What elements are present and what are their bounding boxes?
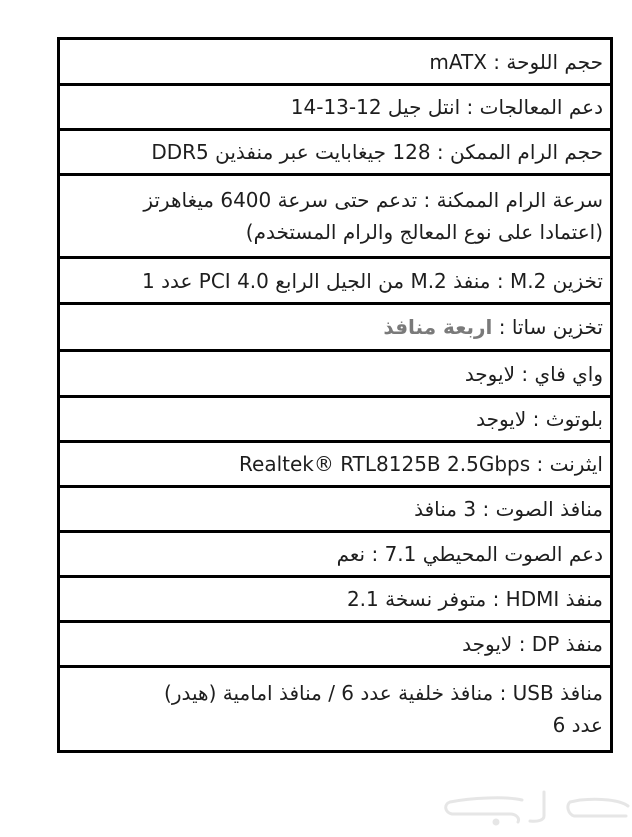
spec-separator: : [436, 140, 444, 164]
spec-label: دعم الصوت المحيطي 7.1 [384, 542, 603, 566]
spec-separator: : [492, 587, 500, 611]
spec-line [66, 46, 603, 78]
spec-separator: : [536, 452, 544, 476]
spec-line [66, 448, 603, 480]
spec-row [60, 259, 610, 305]
spec-row [60, 305, 610, 352]
spec-row [60, 668, 610, 750]
spec-separator: : [371, 542, 379, 566]
spec-separator: : [493, 49, 500, 74]
spec-line [66, 538, 603, 570]
spec-value: 128 جيغابايت عبر منفذين DDR5 [151, 140, 431, 164]
spec-value: منفذ M.2 من الجيل الرابع PCI 4.0 عدد 1 [141, 268, 491, 293]
spec-line [66, 403, 603, 435]
spec-line [66, 583, 603, 615]
spec-value: اربعة منافذ [383, 315, 493, 339]
spec-label: تخزين ساتا [511, 315, 603, 339]
spec-label: ايثرنت [549, 452, 603, 476]
spec-value: متوفر نسخة 2.1 [346, 587, 487, 611]
spec-value: لايوجد [464, 361, 515, 386]
spec-label: سرعة الرام الممكنة [436, 188, 603, 212]
spec-label: تخزين M.2 [509, 268, 603, 293]
spec-row [60, 40, 610, 86]
spec-separator: : [532, 407, 540, 431]
spec-line [66, 311, 603, 343]
spec-value: منافذ خلفية عدد 6 / منافذ امامية (هيدر) [164, 681, 494, 705]
spec-value-continuation: (اعتمادا على نوع المعالج والرام المستخدم) [245, 220, 603, 244]
spec-row [60, 533, 610, 578]
specifications-table [57, 37, 613, 753]
spec-separator: : [482, 497, 490, 521]
spec-label: منفذ DP [531, 632, 603, 656]
spec-separator: : [521, 361, 529, 386]
spec-line [66, 136, 603, 168]
spec-value-continuation: عدد 6 [552, 713, 603, 737]
spec-separator: : [496, 268, 504, 293]
haraj-watermark-logo [440, 788, 632, 828]
spec-line [66, 358, 603, 390]
spec-line [66, 628, 603, 660]
spec-label: حجم اللوحة [506, 49, 603, 74]
spec-row [60, 131, 610, 176]
spec-row [60, 352, 610, 398]
spec-label: حجم الرام الممكن [450, 140, 603, 164]
spec-label: منافذ الصوت [495, 497, 603, 521]
spec-label: منافذ USB [512, 681, 603, 705]
spec-row [60, 488, 610, 533]
spec-value: 3 منافذ [414, 497, 477, 521]
spec-label: دعم المعالجات [479, 95, 603, 119]
spec-row [60, 443, 610, 488]
spec-row [60, 86, 610, 131]
spec-label: بلوتوث [545, 407, 603, 431]
spec-line [66, 677, 603, 709]
spec-line [66, 184, 603, 216]
spec-value: mATX [429, 49, 487, 74]
spec-value: انتل جيل 12-13-14 [290, 95, 461, 119]
spec-separator: : [423, 188, 431, 212]
spec-line [66, 91, 603, 123]
spec-label: واي فاي [534, 361, 603, 386]
spec-line [66, 265, 603, 297]
spec-value: لايوجد [462, 632, 513, 656]
spec-separator: : [518, 632, 526, 656]
spec-separator: : [498, 315, 506, 339]
spec-value: نعم [336, 542, 366, 566]
spec-label: منفذ HDMI [505, 587, 603, 611]
spec-line [66, 493, 603, 525]
spec-row [60, 623, 610, 668]
spec-row [60, 398, 610, 443]
spec-value: Realtek® RTL8125B 2.5Gbps [239, 452, 531, 476]
spec-row [60, 176, 610, 259]
spec-separator: : [499, 681, 507, 705]
spec-value: تدعم حتى سرعة 6400 ميغاهرتز [143, 188, 418, 212]
spec-row [60, 578, 610, 623]
spec-value: لايوجد [476, 407, 527, 431]
spec-separator: : [466, 95, 474, 119]
